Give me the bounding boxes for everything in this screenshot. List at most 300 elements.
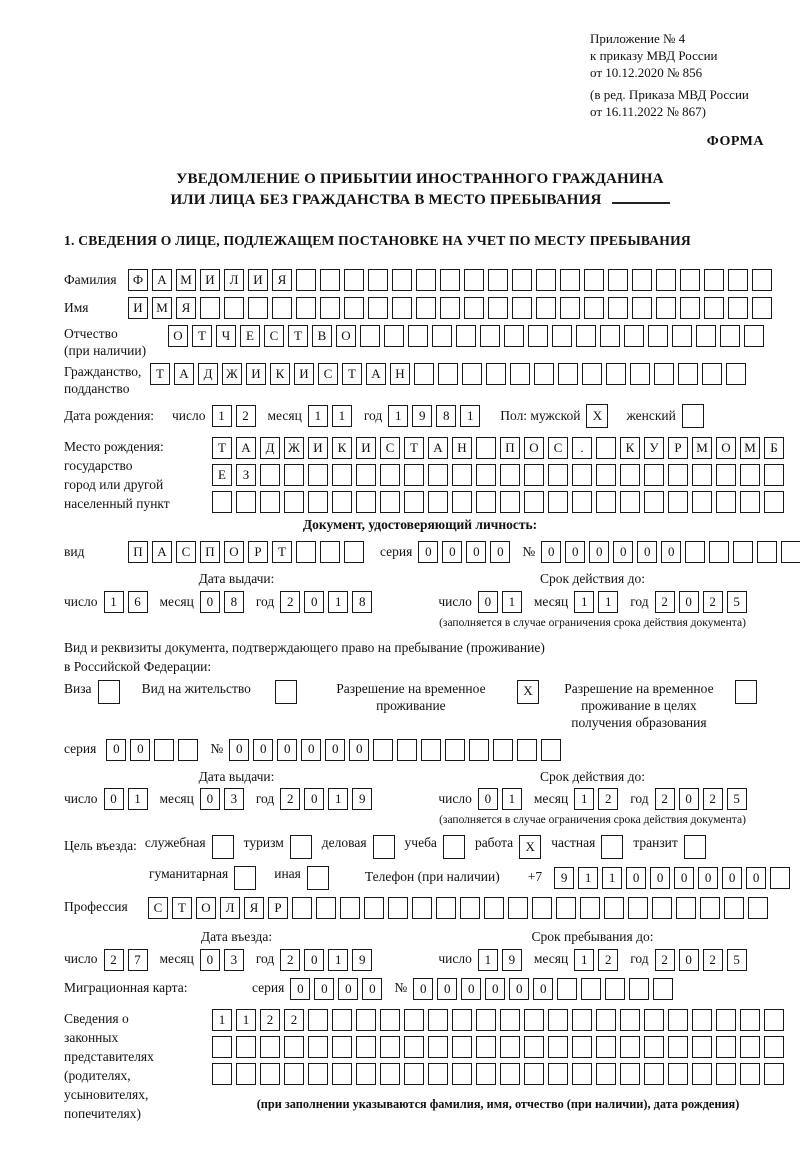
char-cell[interactable] (508, 897, 528, 919)
char-cell[interactable] (452, 491, 472, 513)
char-cell[interactable] (512, 297, 532, 319)
char-cell[interactable] (397, 739, 417, 761)
char-cell[interactable] (700, 897, 720, 919)
char-cell[interactable] (624, 325, 644, 347)
char-cell[interactable]: М (152, 297, 172, 319)
char-cell[interactable]: С (264, 325, 284, 347)
char-cell[interactable]: Р (668, 437, 688, 459)
char-cell[interactable] (296, 269, 316, 291)
char-cell[interactable] (620, 1009, 640, 1031)
char-cell[interactable] (200, 297, 220, 319)
char-cell[interactable]: 2 (655, 949, 675, 971)
char-cell[interactable] (392, 297, 412, 319)
char-cell[interactable]: Я (272, 269, 292, 291)
checkbox-cell[interactable]: X (519, 835, 541, 859)
char-cell[interactable] (344, 541, 364, 563)
char-cell[interactable] (524, 1063, 544, 1085)
char-cell[interactable]: 0 (229, 739, 249, 761)
char-cell[interactable]: 0 (650, 867, 670, 889)
char-cell[interactable] (476, 1036, 496, 1058)
char-cell[interactable] (476, 437, 496, 459)
char-cell[interactable] (332, 491, 352, 513)
char-cell[interactable] (332, 1036, 352, 1058)
checkbox-cell[interactable] (212, 835, 234, 859)
char-cell[interactable] (493, 739, 513, 761)
checkbox-cell[interactable] (373, 835, 395, 859)
char-cell[interactable]: Т (272, 541, 292, 563)
char-cell[interactable]: Т (404, 437, 424, 459)
char-cell[interactable]: 0 (674, 867, 694, 889)
char-cell[interactable] (648, 325, 668, 347)
char-cell[interactable] (781, 541, 800, 563)
checkbox-cell[interactable]: X (586, 404, 608, 428)
char-cell[interactable]: А (236, 437, 256, 459)
char-cell[interactable] (680, 269, 700, 291)
char-cell[interactable]: 0 (509, 978, 529, 1000)
char-cell[interactable] (320, 297, 340, 319)
char-cell[interactable]: А (366, 363, 386, 385)
char-cell[interactable] (236, 1036, 256, 1058)
char-cell[interactable] (668, 491, 688, 513)
char-cell[interactable] (416, 269, 436, 291)
char-cell[interactable]: 2 (104, 949, 124, 971)
char-cell[interactable] (572, 1063, 592, 1085)
char-cell[interactable] (428, 491, 448, 513)
char-cell[interactable] (764, 491, 784, 513)
char-cell[interactable]: И (128, 297, 148, 319)
char-cell[interactable] (388, 897, 408, 919)
char-cell[interactable] (596, 464, 616, 486)
char-cell[interactable]: И (200, 269, 220, 291)
char-cell[interactable]: 0 (478, 788, 498, 810)
char-cell[interactable]: 7 (128, 949, 148, 971)
char-cell[interactable] (452, 1063, 472, 1085)
char-cell[interactable] (332, 1063, 352, 1085)
char-cell[interactable] (764, 464, 784, 486)
checkbox-cell[interactable] (290, 835, 312, 859)
char-cell[interactable]: 0 (418, 541, 438, 563)
char-cell[interactable]: Ж (222, 363, 242, 385)
char-cell[interactable]: 1 (388, 405, 408, 427)
char-cell[interactable] (557, 978, 577, 1000)
char-cell[interactable] (154, 739, 174, 761)
char-cell[interactable] (704, 297, 724, 319)
char-cell[interactable] (344, 269, 364, 291)
char-cell[interactable]: 5 (727, 949, 747, 971)
char-cell[interactable]: 0 (200, 788, 220, 810)
char-cell[interactable]: 1 (308, 405, 328, 427)
char-cell[interactable] (212, 1036, 232, 1058)
char-cell[interactable] (308, 464, 328, 486)
char-cell[interactable] (510, 363, 530, 385)
char-cell[interactable]: М (692, 437, 712, 459)
char-cell[interactable] (560, 297, 580, 319)
char-cell[interactable] (560, 269, 580, 291)
char-cell[interactable] (364, 897, 384, 919)
char-cell[interactable] (740, 1036, 760, 1058)
char-cell[interactable]: С (380, 437, 400, 459)
char-cell[interactable] (654, 363, 674, 385)
char-cell[interactable] (702, 363, 722, 385)
char-cell[interactable] (644, 1009, 664, 1031)
char-cell[interactable] (356, 1009, 376, 1031)
char-cell[interactable] (740, 1009, 760, 1031)
char-cell[interactable] (380, 1036, 400, 1058)
char-cell[interactable]: И (248, 269, 268, 291)
char-cell[interactable] (628, 897, 648, 919)
char-cell[interactable]: 1 (328, 591, 348, 613)
char-cell[interactable] (644, 491, 664, 513)
char-cell[interactable] (260, 1063, 280, 1085)
char-cell[interactable] (556, 897, 576, 919)
char-cell[interactable]: А (152, 269, 172, 291)
char-cell[interactable]: П (200, 541, 220, 563)
char-cell[interactable] (248, 297, 268, 319)
char-cell[interactable] (284, 1063, 304, 1085)
char-cell[interactable] (340, 897, 360, 919)
char-cell[interactable] (500, 1036, 520, 1058)
char-cell[interactable] (740, 491, 760, 513)
char-cell[interactable] (604, 897, 624, 919)
char-cell[interactable] (408, 325, 428, 347)
char-cell[interactable]: 0 (304, 949, 324, 971)
char-cell[interactable] (536, 297, 556, 319)
char-cell[interactable] (464, 269, 484, 291)
char-cell[interactable] (656, 269, 676, 291)
char-cell[interactable]: 0 (533, 978, 553, 1000)
char-cell[interactable]: Р (248, 541, 268, 563)
char-cell[interactable] (308, 1063, 328, 1085)
char-cell[interactable] (438, 363, 458, 385)
char-cell[interactable] (308, 1009, 328, 1031)
char-cell[interactable]: 0 (104, 788, 124, 810)
char-cell[interactable] (764, 1063, 784, 1085)
char-cell[interactable] (548, 1063, 568, 1085)
char-cell[interactable]: 0 (485, 978, 505, 1000)
char-cell[interactable]: 1 (478, 949, 498, 971)
char-cell[interactable] (292, 897, 312, 919)
char-cell[interactable]: 2 (284, 1009, 304, 1031)
char-cell[interactable] (685, 541, 705, 563)
char-cell[interactable]: 5 (727, 788, 747, 810)
char-cell[interactable]: О (224, 541, 244, 563)
char-cell[interactable]: О (336, 325, 356, 347)
char-cell[interactable] (596, 1063, 616, 1085)
char-cell[interactable]: П (500, 437, 520, 459)
char-cell[interactable]: Я (176, 297, 196, 319)
char-cell[interactable] (748, 897, 768, 919)
char-cell[interactable]: 9 (502, 949, 522, 971)
char-cell[interactable] (606, 363, 626, 385)
char-cell[interactable]: Е (212, 464, 232, 486)
char-cell[interactable] (308, 1036, 328, 1058)
char-cell[interactable]: 0 (679, 949, 699, 971)
char-cell[interactable]: И (246, 363, 266, 385)
char-cell[interactable] (740, 464, 760, 486)
char-cell[interactable] (284, 464, 304, 486)
char-cell[interactable]: И (294, 363, 314, 385)
char-cell[interactable] (534, 363, 554, 385)
char-cell[interactable]: 3 (224, 949, 244, 971)
char-cell[interactable] (733, 541, 753, 563)
char-cell[interactable] (656, 297, 676, 319)
char-cell[interactable] (680, 297, 700, 319)
char-cell[interactable] (576, 325, 596, 347)
char-cell[interactable]: 1 (212, 1009, 232, 1031)
char-cell[interactable] (356, 491, 376, 513)
char-cell[interactable] (728, 269, 748, 291)
char-cell[interactable]: М (176, 269, 196, 291)
checkbox-cell[interactable] (98, 680, 120, 704)
char-cell[interactable] (480, 325, 500, 347)
char-cell[interactable] (440, 269, 460, 291)
char-cell[interactable] (668, 1063, 688, 1085)
checkbox-cell[interactable] (601, 835, 623, 859)
char-cell[interactable]: 1 (574, 949, 594, 971)
char-cell[interactable]: 1 (332, 405, 352, 427)
checkbox-cell[interactable] (443, 835, 465, 859)
char-cell[interactable] (724, 897, 744, 919)
char-cell[interactable] (212, 1063, 232, 1085)
char-cell[interactable] (428, 1036, 448, 1058)
char-cell[interactable] (356, 1063, 376, 1085)
char-cell[interactable] (644, 464, 664, 486)
char-cell[interactable] (528, 325, 548, 347)
char-cell[interactable]: 1 (212, 405, 232, 427)
char-cell[interactable]: 0 (200, 591, 220, 613)
char-cell[interactable]: О (196, 897, 216, 919)
char-cell[interactable]: 1 (502, 788, 522, 810)
char-cell[interactable]: 0 (661, 541, 681, 563)
char-cell[interactable]: 2 (280, 949, 300, 971)
char-cell[interactable] (380, 464, 400, 486)
char-cell[interactable]: О (716, 437, 736, 459)
char-cell[interactable]: 5 (727, 591, 747, 613)
char-cell[interactable] (456, 325, 476, 347)
char-cell[interactable] (414, 363, 434, 385)
char-cell[interactable]: 1 (236, 1009, 256, 1031)
char-cell[interactable]: Е (240, 325, 260, 347)
char-cell[interactable] (380, 1009, 400, 1031)
char-cell[interactable]: П (128, 541, 148, 563)
char-cell[interactable] (740, 1063, 760, 1085)
char-cell[interactable] (552, 325, 572, 347)
char-cell[interactable] (484, 897, 504, 919)
char-cell[interactable] (584, 297, 604, 319)
char-cell[interactable] (272, 297, 292, 319)
char-cell[interactable]: 2 (655, 788, 675, 810)
char-cell[interactable] (752, 297, 772, 319)
char-cell[interactable] (486, 363, 506, 385)
char-cell[interactable]: 1 (328, 788, 348, 810)
char-cell[interactable] (488, 297, 508, 319)
char-cell[interactable] (676, 897, 696, 919)
char-cell[interactable] (632, 269, 652, 291)
char-cell[interactable] (620, 1063, 640, 1085)
char-cell[interactable]: 8 (352, 591, 372, 613)
char-cell[interactable]: 0 (589, 541, 609, 563)
char-cell[interactable]: Р (268, 897, 288, 919)
char-cell[interactable]: 1 (602, 867, 622, 889)
char-cell[interactable] (558, 363, 578, 385)
char-cell[interactable] (620, 464, 640, 486)
checkbox-cell[interactable] (684, 835, 706, 859)
char-cell[interactable] (692, 1036, 712, 1058)
char-cell[interactable]: 2 (280, 591, 300, 613)
char-cell[interactable]: 0 (746, 867, 766, 889)
checkbox-cell[interactable]: X (517, 680, 539, 704)
char-cell[interactable]: 0 (565, 541, 585, 563)
char-cell[interactable]: 2 (655, 591, 675, 613)
char-cell[interactable] (692, 491, 712, 513)
char-cell[interactable] (476, 491, 496, 513)
char-cell[interactable] (236, 491, 256, 513)
char-cell[interactable]: Д (260, 437, 280, 459)
char-cell[interactable] (384, 325, 404, 347)
char-cell[interactable] (720, 325, 740, 347)
char-cell[interactable] (726, 363, 746, 385)
char-cell[interactable] (582, 363, 602, 385)
char-cell[interactable]: С (148, 897, 168, 919)
char-cell[interactable]: 8 (224, 591, 244, 613)
char-cell[interactable]: А (174, 363, 194, 385)
char-cell[interactable]: 1 (460, 405, 480, 427)
char-cell[interactable]: Т (172, 897, 192, 919)
char-cell[interactable] (709, 541, 729, 563)
char-cell[interactable]: 3 (224, 788, 244, 810)
char-cell[interactable] (644, 1063, 664, 1085)
char-cell[interactable] (536, 269, 556, 291)
char-cell[interactable]: 9 (352, 788, 372, 810)
char-cell[interactable] (469, 739, 489, 761)
char-cell[interactable]: С (176, 541, 196, 563)
char-cell[interactable] (404, 464, 424, 486)
char-cell[interactable] (512, 269, 532, 291)
char-cell[interactable] (460, 897, 480, 919)
char-cell[interactable] (428, 1063, 448, 1085)
char-cell[interactable] (600, 325, 620, 347)
char-cell[interactable] (404, 1036, 424, 1058)
char-cell[interactable]: 0 (106, 739, 126, 761)
char-cell[interactable]: Т (212, 437, 232, 459)
char-cell[interactable] (296, 541, 316, 563)
char-cell[interactable] (581, 978, 601, 1000)
char-cell[interactable]: В (312, 325, 332, 347)
char-cell[interactable]: 2 (236, 405, 256, 427)
char-cell[interactable] (524, 1009, 544, 1031)
char-cell[interactable] (716, 1036, 736, 1058)
char-cell[interactable] (224, 297, 244, 319)
char-cell[interactable] (476, 1009, 496, 1031)
char-cell[interactable] (404, 1009, 424, 1031)
char-cell[interactable] (368, 269, 388, 291)
char-cell[interactable] (260, 491, 280, 513)
char-cell[interactable] (178, 739, 198, 761)
char-cell[interactable] (608, 297, 628, 319)
char-cell[interactable]: Т (342, 363, 362, 385)
char-cell[interactable]: 0 (722, 867, 742, 889)
char-cell[interactable]: 0 (362, 978, 382, 1000)
char-cell[interactable] (596, 437, 616, 459)
char-cell[interactable]: 0 (277, 739, 297, 761)
char-cell[interactable] (678, 363, 698, 385)
char-cell[interactable]: Л (224, 269, 244, 291)
char-cell[interactable]: Н (390, 363, 410, 385)
char-cell[interactable]: 1 (328, 949, 348, 971)
char-cell[interactable] (716, 1009, 736, 1031)
char-cell[interactable]: Ф (128, 269, 148, 291)
char-cell[interactable] (368, 297, 388, 319)
checkbox-cell[interactable] (735, 680, 757, 704)
checkbox-cell[interactable] (307, 866, 329, 890)
char-cell[interactable] (332, 464, 352, 486)
char-cell[interactable] (532, 897, 552, 919)
char-cell[interactable] (728, 297, 748, 319)
char-cell[interactable]: 0 (466, 541, 486, 563)
char-cell[interactable]: С (548, 437, 568, 459)
title-blank-underline[interactable] (612, 192, 670, 204)
char-cell[interactable]: 0 (437, 978, 457, 1000)
char-cell[interactable] (704, 269, 724, 291)
char-cell[interactable] (296, 297, 316, 319)
char-cell[interactable] (316, 897, 336, 919)
char-cell[interactable] (428, 1009, 448, 1031)
char-cell[interactable] (653, 978, 673, 1000)
char-cell[interactable] (428, 464, 448, 486)
char-cell[interactable] (548, 1009, 568, 1031)
char-cell[interactable]: 0 (314, 978, 334, 1000)
char-cell[interactable]: 0 (290, 978, 310, 1000)
char-cell[interactable]: 2 (703, 591, 723, 613)
char-cell[interactable] (605, 978, 625, 1000)
char-cell[interactable]: 0 (613, 541, 633, 563)
char-cell[interactable] (445, 739, 465, 761)
char-cell[interactable] (404, 1063, 424, 1085)
char-cell[interactable]: 1 (574, 591, 594, 613)
char-cell[interactable]: 1 (578, 867, 598, 889)
char-cell[interactable]: Т (192, 325, 212, 347)
char-cell[interactable] (432, 325, 452, 347)
char-cell[interactable] (356, 1036, 376, 1058)
char-cell[interactable]: К (332, 437, 352, 459)
char-cell[interactable] (436, 897, 456, 919)
char-cell[interactable] (572, 1009, 592, 1031)
char-cell[interactable]: 8 (436, 405, 456, 427)
char-cell[interactable] (692, 1009, 712, 1031)
char-cell[interactable]: М (740, 437, 760, 459)
char-cell[interactable] (696, 325, 716, 347)
char-cell[interactable]: У (644, 437, 664, 459)
char-cell[interactable] (584, 269, 604, 291)
char-cell[interactable]: И (356, 437, 376, 459)
char-cell[interactable] (692, 464, 712, 486)
char-cell[interactable]: Я (244, 897, 264, 919)
char-cell[interactable] (764, 1036, 784, 1058)
char-cell[interactable] (476, 1063, 496, 1085)
char-cell[interactable] (744, 325, 764, 347)
char-cell[interactable]: 0 (637, 541, 657, 563)
char-cell[interactable] (452, 464, 472, 486)
char-cell[interactable]: 0 (301, 739, 321, 761)
char-cell[interactable] (504, 325, 524, 347)
char-cell[interactable] (440, 297, 460, 319)
char-cell[interactable] (629, 978, 649, 1000)
char-cell[interactable]: 0 (253, 739, 273, 761)
char-cell[interactable]: 0 (325, 739, 345, 761)
char-cell[interactable] (260, 464, 280, 486)
char-cell[interactable]: 2 (280, 788, 300, 810)
char-cell[interactable] (716, 491, 736, 513)
